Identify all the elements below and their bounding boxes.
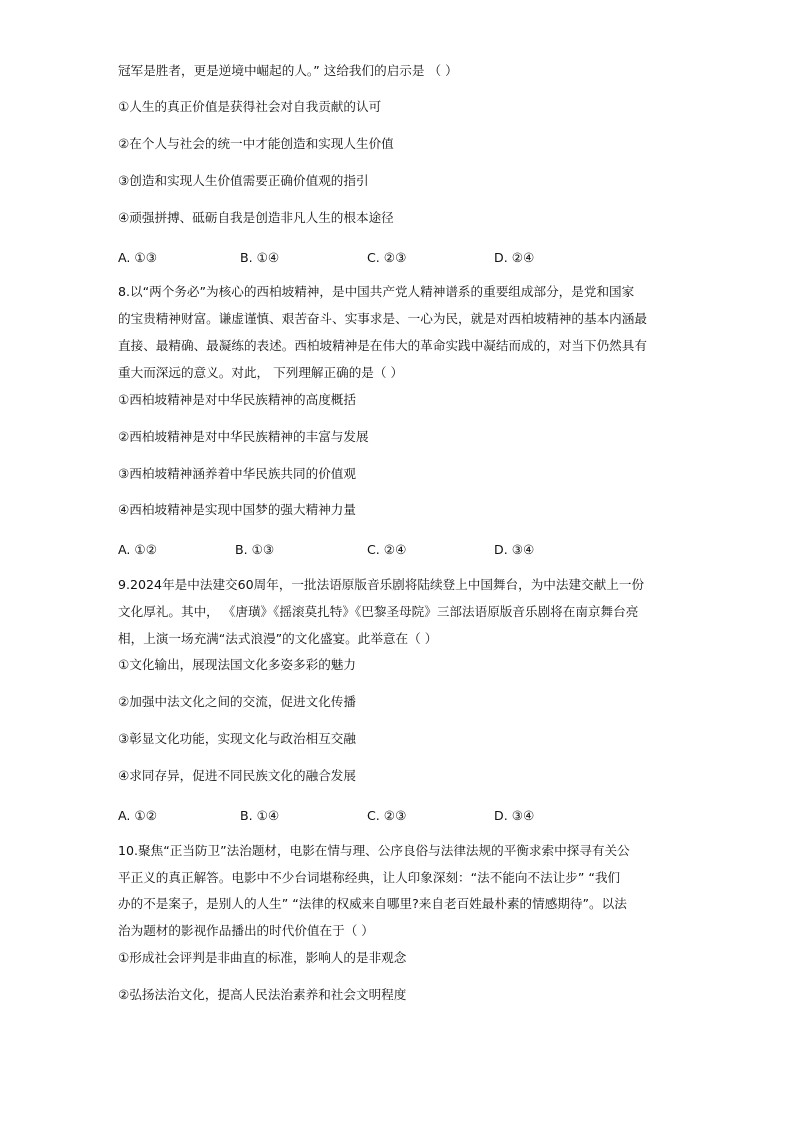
q8-stem-line-4: 重大而深远的意义。对此， 下列理解正确的是（ ） (118, 365, 404, 380)
q8-item-1: ①西柏坡精神是对中华民族精神的高度概括 (118, 392, 356, 407)
q7-option-c: C. ②③ (367, 250, 407, 265)
q9-stem-line-2: 文化厚礼。其中， 《唐璜》《摇滚莫扎特》《巴黎圣母院》三部法语原版音乐剧将在南京舞台亮 (118, 604, 639, 619)
q8-item-3: ③西柏坡精神涵养着中华民族共同的价值观 (118, 466, 356, 481)
q10-stem-line-2: 平正义的真正解答。电影中不少台词堪称经典，让人印象深刻：“法不能向不法让步” “我们 (118, 870, 621, 885)
q9-option-b: B. ①④ (240, 808, 280, 823)
q10-stem-line-1: 10.聚焦“正当防卫”法治题材，电影在情与理、公序良俗与法律法规的平衡求索中探寻有关公 (118, 843, 630, 858)
q8-option-b: B. ①③ (235, 542, 275, 557)
q10-item-1: ①形成社会评判是非曲直的标准，影响人的是非观念 (118, 950, 407, 965)
q9-item-2: ②加强中法文化之间的交流，促进文化传播 (118, 694, 356, 709)
q8-item-2: ②西柏坡精神是对中华民族精神的丰富与发展 (118, 429, 369, 444)
q9-item-1: ①文化输出，展现法国文化多姿多彩的魅力 (118, 657, 356, 672)
q7-option-b: B. ①④ (240, 250, 280, 265)
q7-stem: 冠军是胜者，更是逆境中崛起的人。” 这给我们的启示是 （ ） (118, 63, 458, 78)
q10-item-2: ②弘扬法治文化，提高人民法治素养和社会文明程度 (118, 987, 407, 1002)
q8-stem-line-3: 直接、最精确、最凝练的表述。西柏坡精神是在伟大的革命实践中凝结而成的，对当下仍然具有 (118, 338, 647, 353)
q8-option-a: A. ①② (118, 542, 157, 557)
q9-stem-line-1: 9.2024年是中法建交60周年，一批法语原版音乐剧将陆续登上中国舞台，为中法建交献上一份 (118, 577, 645, 592)
q8-option-d: D. ③④ (494, 542, 535, 557)
q8-option-c: C. ②④ (367, 542, 407, 557)
q7-option-d: D. ②④ (494, 250, 535, 265)
q9-option-c: C. ②③ (367, 808, 407, 823)
q10-stem-line-3: 办的不是案子，是别人的人生” “法律的权威来自哪里?来自老百姓最朴素的情感期待”。以法 (118, 896, 627, 911)
q8-stem-line-2: 的宝贵精神财富。谦虚谨慎、艰苦奋斗、实事求是、一心为民，就是对西柏坡精神的基本内涵最 (118, 311, 647, 326)
q7-item-2: ②在个人与社会的统一中才能创造和实现人生价值 (118, 136, 394, 151)
q7-option-a: A. ①③ (118, 250, 157, 265)
q7-item-3: ③创造和实现人生价值需要正确价值观的指引 (118, 173, 369, 188)
q9-item-3: ③彰显文化功能，实现文化与政治相互交融 (118, 731, 356, 746)
q9-item-4: ④求同存异，促进不同民族文化的融合发展 (118, 768, 356, 783)
q9-option-d: D. ③④ (494, 808, 535, 823)
q8-item-4: ④西柏坡精神是实现中国梦的强大精神力量 (118, 502, 356, 517)
q7-item-4: ④顽强拼搏、砥砺自我是创造非凡人生的根本途径 (118, 210, 394, 225)
q8-stem-line-1: 8.以“两个务必”为核心的西柏坡精神，是中国共产党人精神谱系的重要组成部分，是党和国家 (118, 284, 635, 299)
q10-stem-line-4: 治为题材的影视作品播出的时代价值在于（ ） (118, 923, 374, 938)
q9-option-a: A. ①② (118, 808, 157, 823)
q7-item-1: ①人生的真正价值是获得社会对自我贡献的认可 (118, 99, 382, 114)
q9-stem-line-3: 相，上演一场充满“法式浪漫”的文化盛宴。此举意在（ ） (118, 631, 438, 646)
